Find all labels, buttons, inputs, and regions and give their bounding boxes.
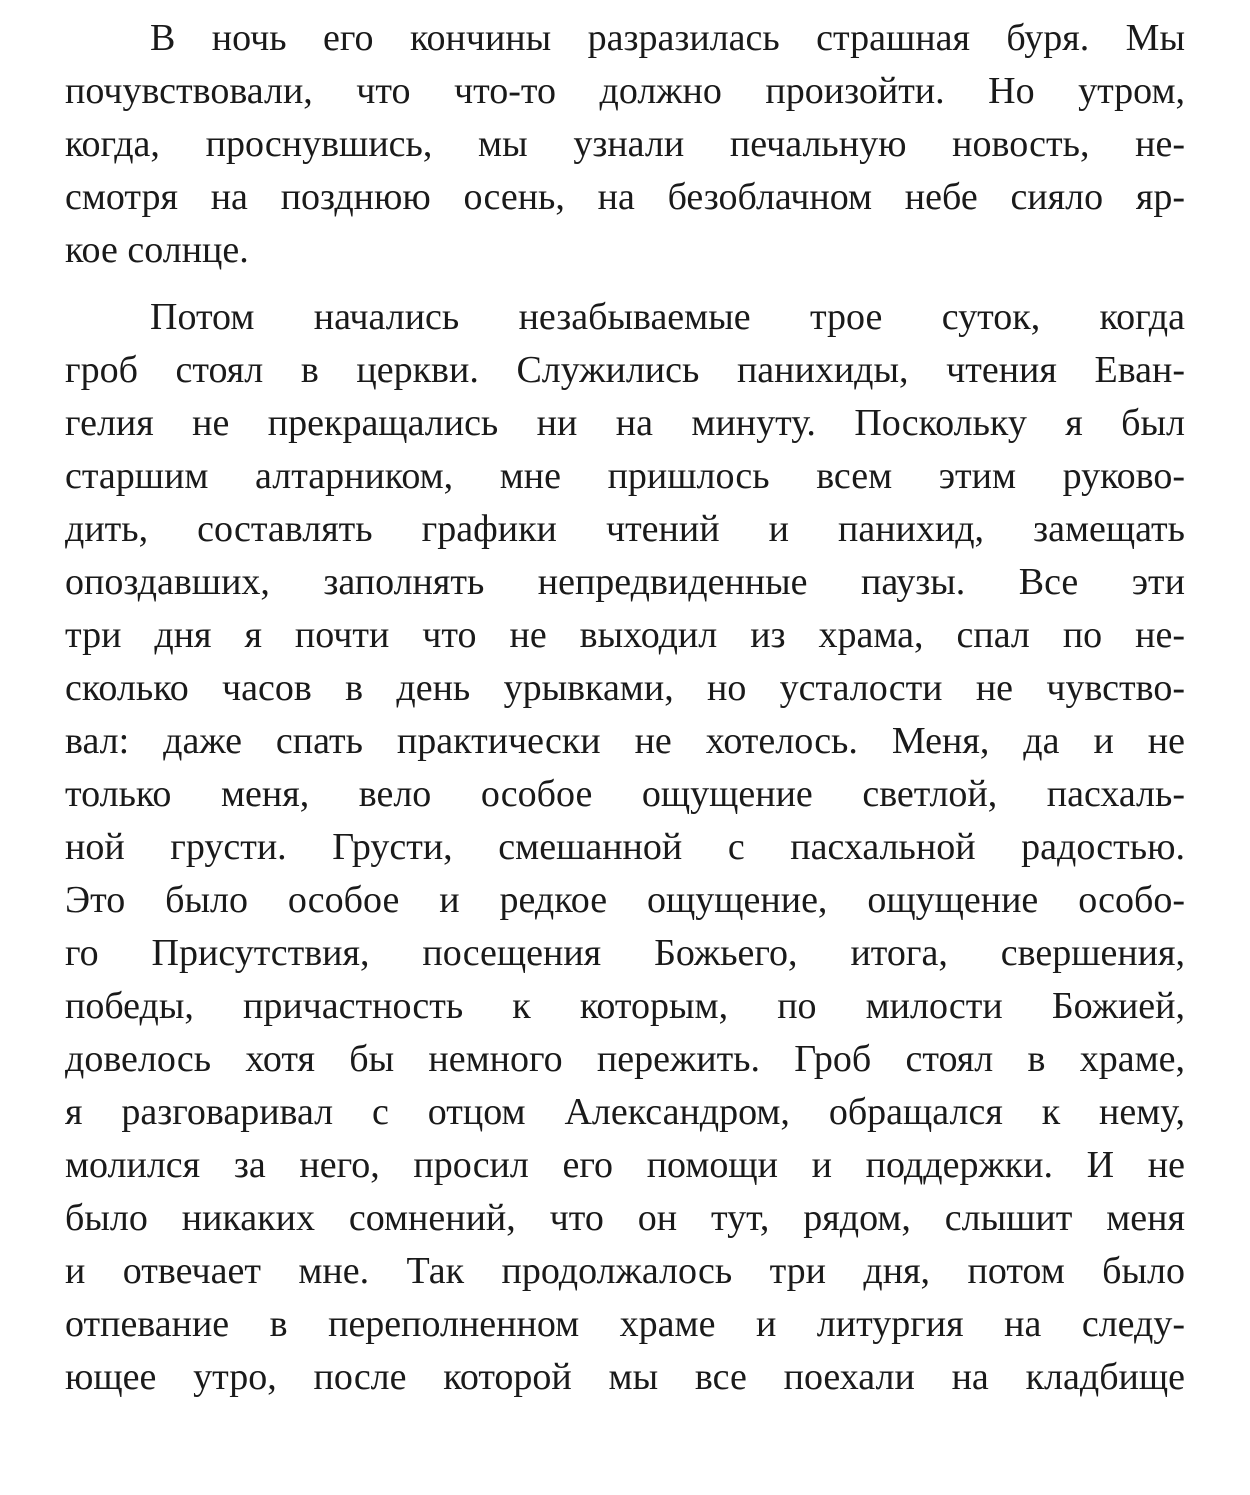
paragraph-2-line-9: вал: даже спать практически не хотелось. Меня, да и не: [65, 720, 1185, 762]
paragraph-2-line-18: было никаких сомнений, что он тут, рядом, слышит меня: [65, 1197, 1185, 1239]
paragraph-1-line-3: когда, проснувшись, мы узнали печальную новость, не-: [65, 123, 1185, 165]
paragraph-1-line-4: смотря на позднюю осень, на безоблачном небе сияло яр-: [65, 176, 1185, 218]
paragraph-2-line-10: только меня, вело особое ощущение светлой, пасхаль-: [65, 773, 1185, 815]
paragraph-2-line-2: гроб стоял в церкви. Служились панихиды, чтения Еван-: [65, 349, 1185, 391]
paragraph-2-line-8: сколько часов в день урывками, но усталости не чувство-: [65, 667, 1185, 709]
paragraph-1-line-5: кое солнце.: [65, 229, 249, 271]
paragraph-2-line-1: Потом начались незабываемые трое суток, когда: [150, 296, 1185, 338]
paragraph-1-line-1: В ночь его кончины разразилась страшная буря. Мы: [150, 17, 1185, 59]
paragraph-2-line-6: опоздавших, заполнять непредвиденные паузы. Все эти: [65, 561, 1185, 603]
paragraph-2-line-12: Это было особое и редкое ощущение, ощущение особо-: [65, 879, 1185, 921]
paragraph-2-line-11: ной грусти. Грусти, смешанной с пасхальной радостью.: [65, 826, 1185, 868]
paragraph-2-line-20: отпевание в переполненном храме и литургия на следу-: [65, 1303, 1185, 1345]
paragraph-2-line-14: победы, причастность к которым, по милости Божией,: [65, 985, 1185, 1027]
paragraph-2-line-21: ющее утро, после которой мы все поехали на кладбище: [65, 1356, 1185, 1398]
paragraph-2-line-13: го Присутствия, посещения Божьего, итога, свершения,: [65, 932, 1185, 974]
paragraph-1-line-2: почувствовали, что что-то должно произойти. Но утром,: [65, 70, 1185, 112]
paragraph-2-line-17: молился за него, просил его помощи и поддержки. И не: [65, 1144, 1185, 1186]
paragraph-2-line-4: старшим алтарником, мне пришлось всем этим руково-: [65, 455, 1185, 497]
paragraph-2-line-19: и отвечает мне. Так продолжалось три дня, потом было: [65, 1250, 1185, 1292]
paragraph-2-line-15: довелось хотя бы немного пережить. Гроб стоял в храме,: [65, 1038, 1185, 1080]
paragraph-2-line-7: три дня я почти что не выходил из храма, спал по не-: [65, 614, 1185, 656]
paragraph-2-line-16: я разговаривал с отцом Александром, обращался к нему,: [65, 1091, 1185, 1133]
paragraph-2-line-3: гелия не прекращались ни на минуту. Поскольку я был: [65, 402, 1185, 444]
paragraph-2-line-5: дить, составлять графики чтений и панихид, замещать: [65, 508, 1185, 550]
